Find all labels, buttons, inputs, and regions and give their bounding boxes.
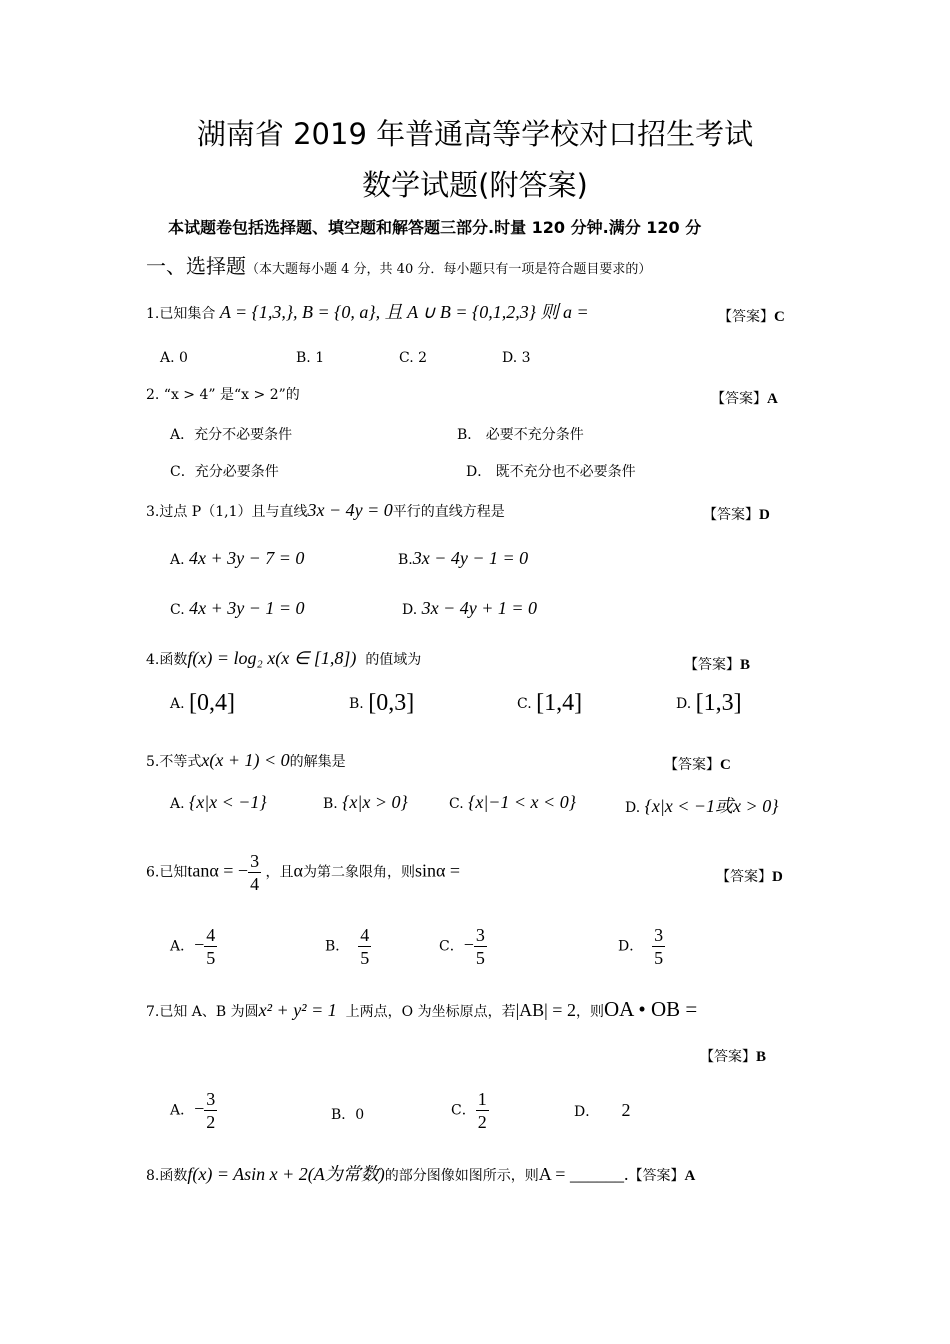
question-6-option-b: B． $\frac{4}{5}$ [325,925,370,968]
question-3-stem: 3.过点 P（1,1）且与直线3x − 4y = 0平行的直线方程是 [146,500,505,520]
question-3-option-c: C. 4x + 3y − 1 = 0 [170,598,305,618]
question-4-option-c: C. [1,4] [517,690,583,716]
exam-description: 本试题卷包括选择题、填空题和解答题三部分.时量 120 分钟.满分 120 分 [168,218,702,237]
question-3-option-d: D. 3x − 4y + 1 = 0 [402,598,538,618]
question-2-option-c: C．充分必要条件 [170,464,279,480]
question-4-option-a: A. [0,4] [170,690,235,716]
question-2-answer: 【答案】A [711,391,778,407]
title-line-1: 湖南省 2019 年普通高等学校对口招生考试 [196,117,754,151]
question-4-stem: 4.函数f(x) = log₂ x(x ∈ [1,8]) 的值域为 [146,648,422,668]
question-6-stem: 6.已知tanα = − $\frac{3}{4}$ ，且α为第二象限角，则sinα = [146,851,461,894]
section-title: 一、选择题 [146,254,246,278]
question-6-answer: 【答案】D [716,869,783,885]
question-5-option-b: B. {x|x > 0} [323,792,408,812]
question-3-option-b: B.3x − 4y − 1 = 0 [398,548,529,568]
section-heading [146,250,651,279]
question-4-answer: 【答案】B [684,657,751,673]
question-6-option-c: C．− $\frac{3}{5}$ [439,925,485,968]
question-7-option-b: B．0 [331,1107,365,1123]
question-5-option-a: A. {x|x < −1} [170,792,267,812]
question-3-answer: 【答案】D [703,507,770,523]
title-line-2: 数学试题(附答案) [362,168,588,202]
question-3-option-a: A. 4x + 3y − 7 = 0 [170,548,305,568]
question-5-stem: 5.不等式x(x + 1) < 0的解集是 [146,750,346,770]
question-2-stem: 2. “x > 4” 是“x > 2”的 [146,387,300,403]
section-note: （本大题每小题 4 分，共 40 分．每小题只有一项是符合题目要求的） [246,262,652,277]
question-4-option-b: B. [0,3] [349,690,415,716]
question-6-option-d: D． $\frac{3}{5}$ [618,925,664,968]
question-7-answer: 【答案】B [700,1049,767,1065]
question-5-option-c: C. {x|−1 < x < 0} [449,792,576,812]
question-2-option-b: B． 必要不充分条件 [457,427,584,443]
question-7-stem: 7.已知 A、B 为圆x² + y² = 1 上两点，O 为坐标原点，若|AB| = 2，则OA • OB = [146,997,698,1021]
question-7-option-c: C． $\frac{1}{2}$ [451,1089,487,1132]
question-1-math: A = {1,3,}, B = {0, a}, 且 A ∪ B = {0,1,2,3} 则 a = [219,302,589,322]
question-2-option-a: A．充分不必要条件 [170,427,293,443]
question-7-option-a: A．− $\frac{3}{2}$ [170,1089,216,1132]
question-1-option-a: A. 0 [160,350,188,366]
question-5-option-d: D. {x|x < −1或x > 0} [625,796,779,816]
question-4-option-d: D. [1,3] [676,690,742,716]
question-8-stem: 8.函数f(x) = Asin x + 2(A为常数)的部分图像如图所示，则A = ______.【答案】A [146,1164,696,1184]
question-1-answer: 【答案】C [718,309,785,325]
question-1-option-c: C. 2 [399,350,428,366]
question-7-option-d: D． 2 [574,1100,631,1120]
question-5-answer: 【答案】C [664,757,731,773]
question-1-stem: 1.已知集合 A = {1,3,}, B = {0, a}, 且 A ∪ B = {0,1,2,3} 则 a = [146,302,589,322]
question-1-option-d: D. 3 [502,350,531,366]
question-6-option-a: A．− $\frac{4}{5}$ [170,925,216,968]
question-2-option-d: D． 既不充分也不必要条件 [466,464,636,480]
question-1-option-b: B. 1 [296,350,325,366]
